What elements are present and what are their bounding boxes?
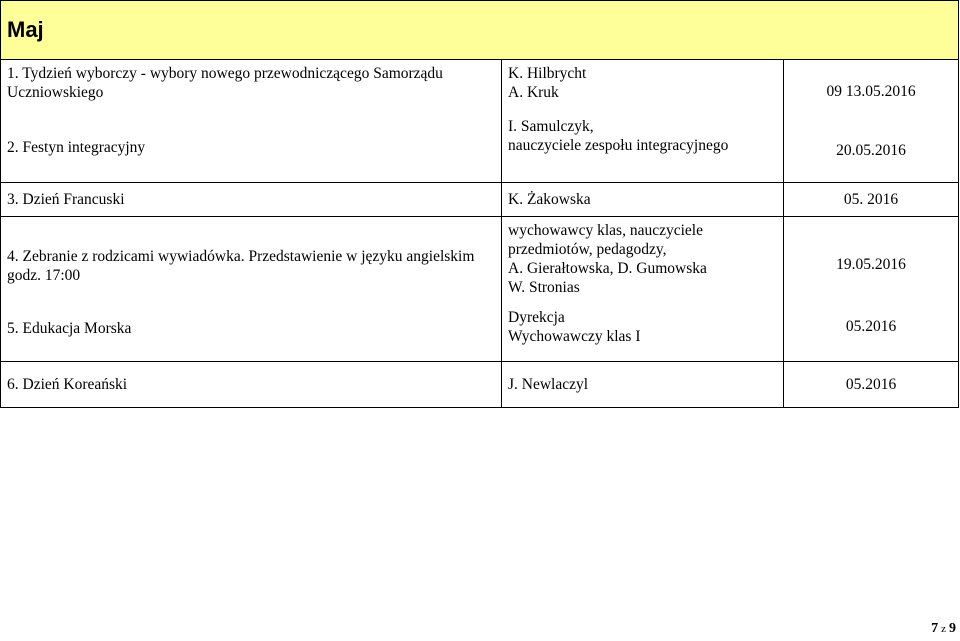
event-title-cell xyxy=(1,362,502,407)
event-date: 09 13.05.2016 xyxy=(826,83,916,101)
table-row xyxy=(1,217,958,362)
page-total: 9 xyxy=(949,621,956,636)
event-date-cell xyxy=(784,362,958,407)
responsible-line: K. Hilbrycht xyxy=(508,65,587,82)
month-title: Maj xyxy=(7,17,44,42)
responsible-line: K. Żakowska xyxy=(508,191,591,208)
event-date-cell xyxy=(784,183,958,216)
event-responsible-cell xyxy=(502,217,784,361)
responsible-line: Dyrekcja xyxy=(508,308,565,326)
table-row xyxy=(1,362,958,407)
event-title: 2. Festyn integracyjny xyxy=(7,138,146,156)
event-responsible-cell xyxy=(502,362,784,407)
responsible-line: A. Kruk xyxy=(508,84,559,101)
table-row xyxy=(1,60,958,183)
responsible-line: A. Gierałtowska, D. Gumowska xyxy=(508,260,707,277)
event-date: 20.05.2016 xyxy=(836,142,906,160)
responsible-line: przedmiotów, pedagodzy, xyxy=(508,241,667,258)
event-date: 05.2016 xyxy=(845,376,897,393)
event-title: 4. Zebranie z rodzicami wywiadówka. Przedstawienie w języku angielskim godz. 17:00 xyxy=(7,248,475,284)
event-title: 3. Dzień Francuski xyxy=(7,191,125,208)
responsible-line: Wychowawczy klas I xyxy=(508,327,641,345)
responsible-line: I. Samulczyk, xyxy=(508,117,594,135)
page-number xyxy=(931,621,956,637)
responsible-line: J. Newlaczyl xyxy=(508,376,589,393)
responsible-line: W. Stronias xyxy=(508,279,580,296)
event-title-cell xyxy=(1,60,502,182)
event-title: 6. Dzień Koreański xyxy=(7,376,128,393)
event-date-cell xyxy=(784,217,958,361)
event-title-cell xyxy=(1,217,502,361)
event-date: 05.2016 xyxy=(845,317,897,335)
event-title: 5. Edukacja Morska xyxy=(7,319,132,337)
event-date: 05. 2016 xyxy=(843,191,899,208)
page-of-word: z xyxy=(941,623,946,635)
responsible-line: nauczyciele zespołu integracyjnego xyxy=(508,136,729,154)
event-date-cell xyxy=(784,60,958,182)
event-date: 19.05.2016 xyxy=(836,255,906,273)
page-current: 7 xyxy=(931,621,939,636)
responsible-line: wychowawcy klas, nauczyciele xyxy=(508,222,703,239)
month-header xyxy=(1,1,958,60)
event-title-cell xyxy=(1,183,502,216)
event-title: 1. Tydzień wyborczy - wybory nowego przewodniczącego Samorządu Uczniowskiego xyxy=(7,65,443,101)
event-responsible-cell xyxy=(502,60,784,182)
table-row xyxy=(1,183,958,217)
event-responsible-cell xyxy=(502,183,784,216)
